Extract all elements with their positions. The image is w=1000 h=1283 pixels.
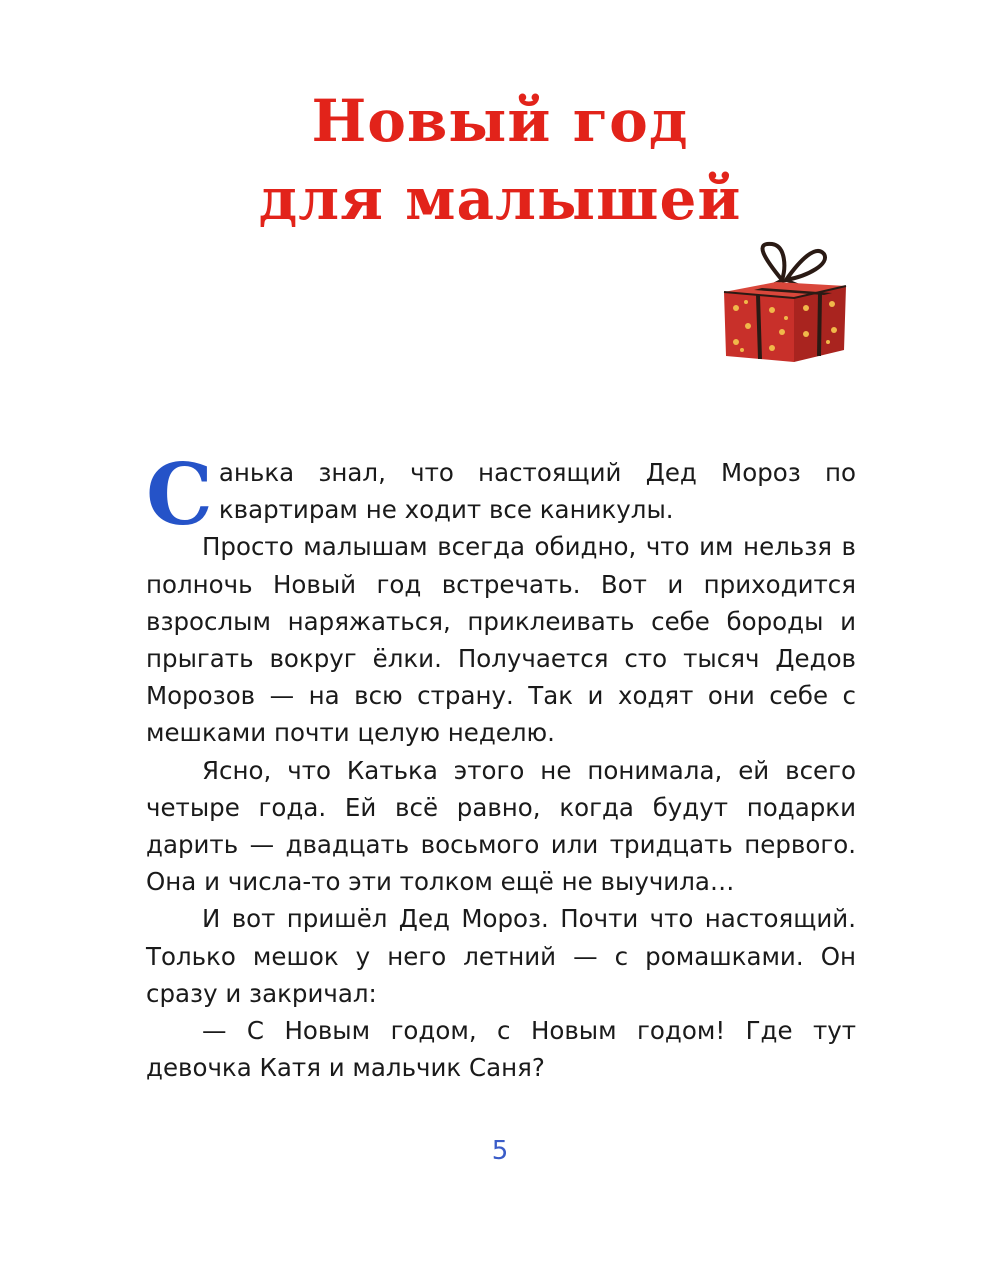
story-paragraph xyxy=(146,445,856,544)
gift-box-icon xyxy=(716,238,852,364)
story-paragraph: Просто малышам всегда обидно, что им нельзя в полночь Новый год встречать. Вот и приходится взрослым наряжаться, приклеивать себе бороды и прыгать вокруг ёлки. Получается сто тысяч Дедов Морозов — на всю страну. Так и ходят они себе с мешками почти целую неделю. xyxy=(146,532,856,748)
paragraph-text: анька знал, что настоящий Дед Мороз по квартирам не ходит все каникулы. xyxy=(218,458,856,525)
drop-cap: С xyxy=(146,445,213,544)
chapter-title-line-2: для малышей xyxy=(258,165,742,233)
story-text xyxy=(146,445,856,1086)
chapter-title xyxy=(0,82,1000,238)
page-number: 5 xyxy=(491,1136,509,1166)
story-paragraph: Ясно, что Катька этого не понимала, ей всего четыре года. Ей всё равно, когда будут подарки дарить — двадцать восьмого или тридцать первого. Она и числа-то эти толком ещё не выучила… xyxy=(146,755,856,897)
chapter-title-line-1: Новый год xyxy=(311,87,689,155)
story-paragraph: — С Новым годом, с Новым годом! Где тут девочка Катя и мальчик Саня? xyxy=(146,1016,856,1083)
story-paragraph: И вот пришёл Дед Мороз. Почти что настоящий. Только мешок у него летний — с ромашками. Он сразу и закричал: xyxy=(146,904,856,1008)
